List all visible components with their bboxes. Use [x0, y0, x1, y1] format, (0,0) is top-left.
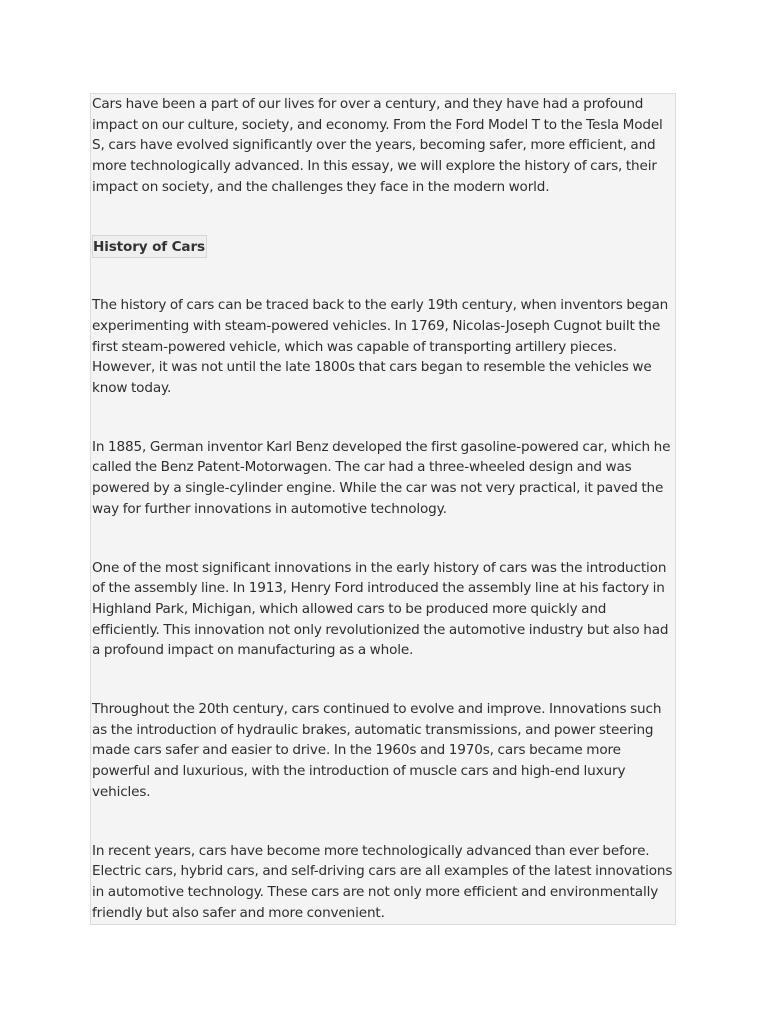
spacer: [92, 198, 673, 229]
spacer: [92, 661, 673, 699]
spacer: [92, 258, 673, 295]
spacer: [92, 399, 673, 437]
spacer: [92, 520, 673, 558]
section-heading: History of Cars: [93, 238, 205, 255]
body-paragraph: One of the most significant innovations in the early history of cars was the introduction of the assembly line. In 1913, Henry Ford introduced the assembly line at his factory in Highland Park, Michigan, which allowed cars to be produced more quickly and efficiently. This innovation not only revolutionized the automotive industry but also had a profound impact on manufacturing as a whole.: [92, 559, 669, 659]
essay-text-block: [90, 93, 676, 925]
body-paragraph: The history of cars can be traced back to the early 19th century, when inventors began experimenting with steam-powered vehicles. In 1769, Nicolas-Joseph Cugnot built the first steam-powered vehicle, which was capable of transporting artillery pieces. However, it was not until the late 1800s that cars began to resemble the vehicles we know today.: [92, 297, 669, 397]
section-heading-box: [92, 235, 207, 259]
spacer: [92, 803, 673, 841]
body-paragraph: In 1885, German inventor Karl Benz developed the first gasoline-powered car, which he called the Benz Patent-Motorwagen. The car had a three-wheeled design and was powered by a single-cylinder engine. While the car was not very practical, it paved the way for further innovations in automotive technology.: [92, 438, 671, 517]
body-paragraph: Throughout the 20th century, cars continued to evolve and improve. Innovations such as the introduction of hydraulic brakes, automatic transmissions, and power steering made cars safer and easier to drive. In the 1960s and 1970s, cars became more powerful and luxurious, with the introduction of muscle cars and high-end luxury vehicles.: [92, 701, 662, 800]
intro-paragraph: Cars have been a part of our lives for over a century, and they have had a profound impact on our culture, society, and economy. From the Ford Model T to the Tesla Model S, cars have evolved significantly over the years, becoming safer, more efficient, and more technologically advanced. In this essay, we will explore the history of cars, their impact on society, and the challenges they face in the modern world.: [92, 96, 663, 195]
body-paragraph: In recent years, cars have become more technologically advanced than ever before. Electric cars, hybrid cars, and self-driving cars are all examples of the latest innovations in automotive technology. These cars are not only more efficient and environmentally friendly but also safer and more convenient.: [92, 842, 673, 921]
